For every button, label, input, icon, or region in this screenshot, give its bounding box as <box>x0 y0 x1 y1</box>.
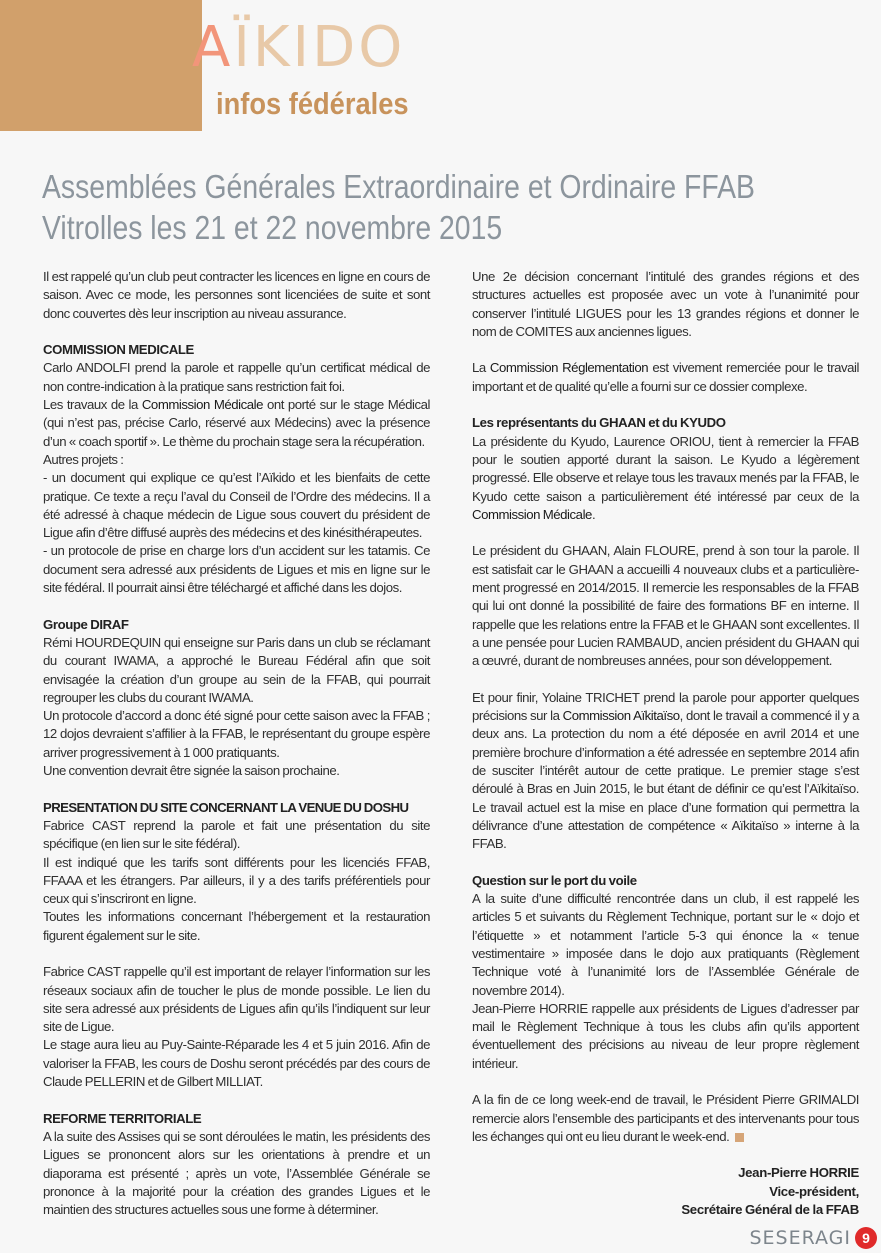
paragraph: Une 2e décision concernant l’intitulé des grandes régions et des structures actuelles est proposée avec un vote à l’unanimité pour conserver l’intitulé LIGUES pour les 13 grandes régions et donner le nom de COMITES aux anciennes ligues. <box>472 269 859 339</box>
paragraph: Jean-Pierre HORRIE rappelle aux présidents de Ligues d’adresser par mail le Règlement Technique à tous les clubs afin qu’ils apportent éventuellement des précisions au niveau de leur propre règlement intérieur. <box>472 1000 859 1071</box>
page-title <box>42 166 816 248</box>
paragraph: Toutes les informations concernant l’hébergement et la restauration figurent également sur le site. <box>43 909 430 943</box>
paragraph <box>43 396 430 451</box>
paragraph: Fabrice CAST rappelle qu’il est important de relayer l’information sur les réseaux sociaux afin de toucher le plus de monde possible. Le lien du site sera adressé aux présidents de Ligues afin qu’ils l’indiquent sur leur site de Ligue. <box>43 964 430 1035</box>
paragraph: Autres projets : <box>43 451 124 467</box>
section-heading-presentation-site: PRESENTATION DU SITE CONCERNANT LA VENUE DU DOSHU <box>43 799 409 815</box>
text: . <box>591 506 596 522</box>
title-line-1: Assemblées Générales Extraordinaire et Ordinaire FFAB <box>42 168 755 205</box>
logo-letters-rest: ÏKIDO <box>233 15 406 80</box>
signature-role: Vice-président, <box>769 1183 859 1199</box>
highlight-commission-medicale: Commission Médicale <box>472 506 592 522</box>
paragraph: Rémi HOURDEQUIN qui enseigne sur Paris dans un club se réclamant du courant IWAMA, a approché le Bureau Fédéral afin que soit envisagée la création d’un groupe au sein de la FFAB, qui pourrait regrouper les clubs du courant IWAMA. <box>43 634 430 705</box>
highlight-commission-medicale: Commission Médicale <box>141 397 264 413</box>
section-heading-reforme-territoriale: REFORME TERRITORIALE <box>43 1110 202 1126</box>
text: A la fin de ce long week-end de travail, le Président Pierre GRIMALDI remercie alors l’ensemble des participants et des intervenants pour tous les échanges qui ont eu lieu durant le week-end. <box>472 1092 859 1144</box>
paragraph: Le stage aura lieu au Puy-Sainte-Réparade les 4 et 5 juin 2016. Afin de valoriser la FFAB, les cours de Doshu seront précédés par des cours de Claude PELLERIN et de Gilbert MILLIAT. <box>43 1037 430 1090</box>
text: Et pour finir, Yolaine TRICHET prend la parole pour apporter quelques précisions sur la <box>472 689 859 724</box>
paragraph: - un protocole de prise en charge lors d’un accident sur les tatamis. Ce document sera adressé aux présidents de Ligues et mis en ligne sur le site fédéral. Il pourrait ainsi être téléchargé et affiché dans les dojos. <box>43 543 430 596</box>
text: La <box>472 360 490 376</box>
paragraph: Le président du GHAAN, Alain FLOURE, prend à son tour la parole. Il est satisfait car le GHAAN a accueilli 4 nouveaux clubs et a particulière-ment progressé en 2014/2015. Il remercie les responsables de la FFAB qui lui ont donné la possibilité de faire des formations BF en interne. Il rappelle que les relations entre la FFAB et le GHAAN sont excellentes. Il a une pensée pour Lucien RAMBAUD, ancien président du GHAAN qui a œuvré, durant de nombreuses années, pour son développement. <box>472 543 859 669</box>
text: La présidente du Kyudo, Laurence ORIOU, tient à remercier la FFAB pour le soutien apporté durant la saison. Le Kyudo a légèrement progressé. Elle observe et relaye tous les travaux menés par la FFAB, le Kyudo cette saison a particulièrement été intéressé par ceux de la <box>472 433 859 504</box>
paragraph: A la suite d’une difficulté rencontrée dans un club, il est rappelé les articles 5 et suivants du Règlement Technique, portant sur le « dojo et l’étiquette » et notamment l’article 5-3 qui énonce la « tenue vestimentaire » imposée dans le dojo aux pratiquants (Règlement Technique voté à l’unanimité lors de l’Assemblée Générale de novembre 2014). <box>472 891 859 998</box>
paragraph: Carlo ANDOLFI prend la parole et rappelle qu’un certificat médical de non contre-indication à la pratique sans restriction fait foi. <box>43 360 430 394</box>
paragraph <box>472 433 859 524</box>
paragraph: Fabrice CAST reprend la parole et fait une présentation du site spécifique (en lien sur le site fédéral). <box>43 817 430 852</box>
paragraph <box>472 689 859 854</box>
paragraph: Il est indiqué que les tarifs sont différents pour les licenciés FFAB, FFAAA et les étrangers. Par ailleurs, il y a des tarifs préférentiels pour ceux qui s’inscriront en ligne. <box>43 854 430 907</box>
aikido-logo <box>192 15 406 80</box>
seseragi-logo: SESERAGI <box>749 1227 851 1249</box>
intro-paragraph: Il est rappelé qu’un club peut contracter les licences en ligne en cours de saison. Avec ce mode, les personnes sont licenciées de suite et sont donc couvertes dès leur inscription au niveau assurance. <box>43 269 430 321</box>
text: Les travaux de la <box>43 397 142 413</box>
highlight-commission-aikitaiso: Commission Aïkitaïso <box>562 708 680 724</box>
end-square-icon <box>735 1133 744 1142</box>
highlight-commission-reglementation: Commission Réglementation <box>489 360 649 376</box>
section-heading-groupe-diraf: Groupe DIRAF <box>43 616 129 632</box>
footer <box>749 1226 877 1250</box>
text: , dont le travail a commencé il y a deux ans. La protection du nom a été déposée en avril 2014 et une première brochure d’information a été adressée en septembre 2014 afin de susciter l’intérêt autour de cette pratique. Le premier stage s’est déroulé à Bras en Juin 2015, le but étant de définir ce qu’est l’Aïkitaïso. Le travail actuel est la mise en place d’une formation qui permettra la délivrance d’une attestation de compétence « Aïkitaïso » interne à la FFAB. <box>472 708 859 852</box>
title-line-2: Vitrolles les 21 et 22 novembre 2015 <box>42 209 503 246</box>
signature-role: Secrétaire Général de la FFAB <box>681 1201 859 1217</box>
paragraph: Une convention devrait être signée la saison prochaine. <box>43 763 340 779</box>
paragraph: - un document qui explique ce qu’est l’Aïkido et les bienfaits de cette pratique. Ce texte a reçu l’aval du Conseil de l’Ordre des médecins. Il a été adressé à chaque médecin de Ligue sous couvert du président de Ligue afin d’être diffusé auprès des médecins et des kinésithérapeutes. <box>43 470 430 541</box>
paragraph: A la suite des Assises qui se sont déroulées le matin, les présidents des Ligues se prononcent alors sur les orientations à prendre et un diaporama est présenté ; après un vote, l’Assemblée Générale se prononce à la majorité pour la création des grandes Ligues et le maintien des structures actuelles sous une forme à déterminer. <box>43 1128 430 1218</box>
section-heading-port-du-voile: Question sur le port du voile <box>472 872 637 888</box>
paragraph: Un protocole d’accord a donc été signé pour cette saison avec la FFAB ; 12 dojos devraient s’affilier à la FFAB, le représentant du groupe espère arriver progressivement à 1 000 pratiquants. <box>43 708 430 760</box>
section-heading-ghaan-kyudo: Les représentants du GHAAN et du KYUDO <box>472 415 726 431</box>
text: est vivement remerciée pour le travail important et de qualité qu’elle a fourni sur ce dossier complexe. <box>472 360 860 394</box>
text: ont porté sur le stage Médical (qui n’est pas, précise Carlo, réservé aux Médecins) avec la présence d’un « coach sportif ». Le thème du prochain stage sera la récupération. <box>43 397 431 449</box>
paragraph <box>472 359 859 396</box>
header-color-block <box>0 0 202 131</box>
right-column <box>472 268 859 1219</box>
left-column <box>43 268 430 1219</box>
signature-block <box>472 1164 859 1219</box>
paragraph <box>472 1091 859 1146</box>
signature-name: Jean-Pierre HORRIE <box>738 1165 859 1181</box>
page-number-badge: 9 <box>855 1227 877 1249</box>
section-heading-commission-medicale: COMMISSION MEDICALE <box>43 342 194 358</box>
logo-letter-a: A <box>192 15 234 80</box>
section-subtitle: infos fédérales <box>216 86 409 121</box>
